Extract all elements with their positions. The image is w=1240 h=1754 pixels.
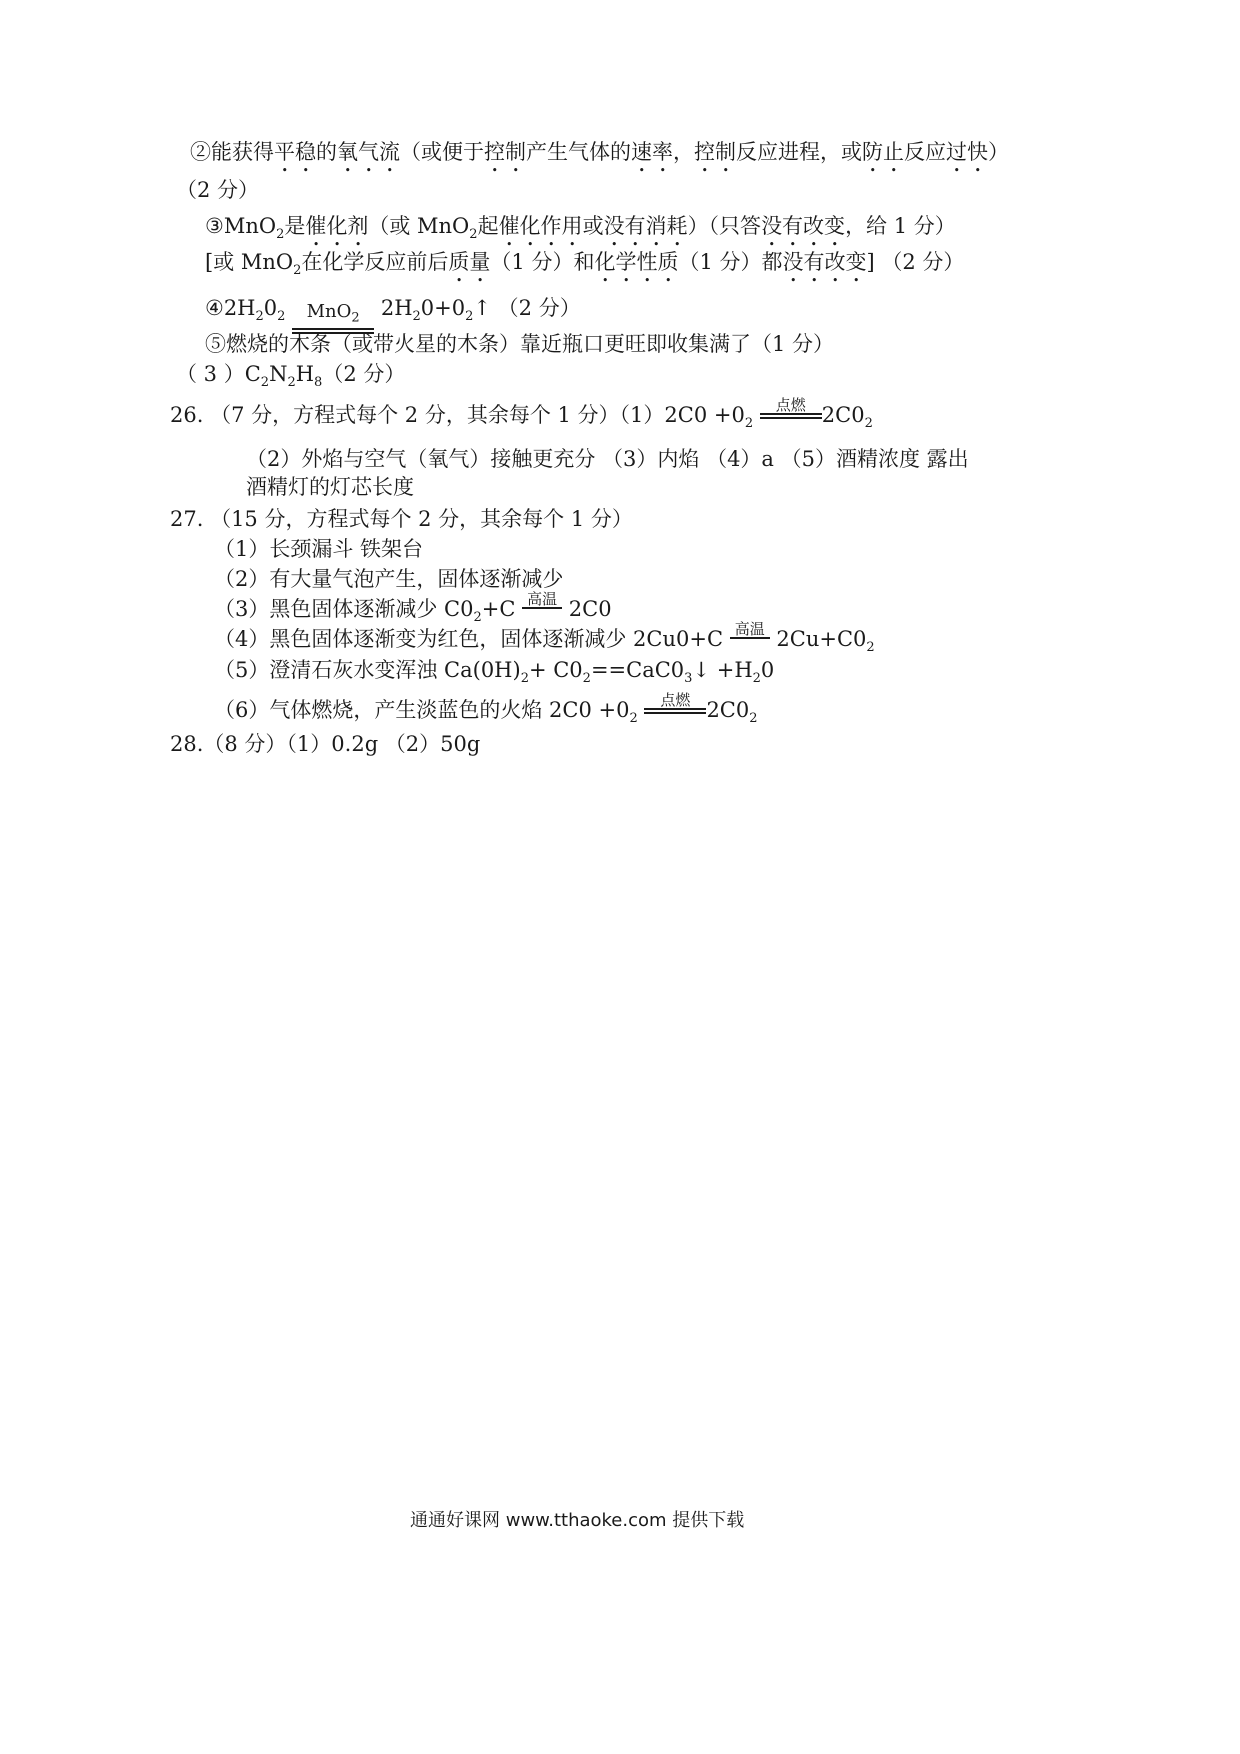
q25-item4-equation bbox=[205, 298, 581, 332]
q25-item2-emphasis: 速率 bbox=[631, 140, 673, 164]
q26-line3: 酒精灯的灯芯长度 bbox=[246, 475, 414, 499]
q26-header bbox=[170, 396, 873, 432]
subscript: 2 bbox=[744, 416, 754, 432]
catalyst-text: MnO bbox=[306, 301, 352, 322]
q25-item3-text: ③MnO bbox=[205, 214, 277, 238]
subscript: 2 bbox=[412, 309, 421, 325]
subscript: 2 bbox=[255, 309, 264, 325]
q27-text: （5）澄清石灰水变浑浊 Ca(0H) bbox=[214, 658, 521, 682]
subscript: 2 bbox=[293, 263, 302, 279]
subscript: 2 bbox=[752, 671, 761, 687]
q26-line2: （2）外焰与空气（氧气）接触更充分 （3）内焰 （4）a （5）酒精浓度 露出 bbox=[246, 447, 969, 471]
q27-item5 bbox=[214, 660, 774, 685]
q25-item3-text: 是 bbox=[284, 214, 306, 238]
q25-item2-emphasis: 防止 bbox=[862, 140, 904, 164]
q25-item3-text: （1 分）和 bbox=[490, 250, 595, 274]
reaction-catalyst bbox=[292, 303, 374, 328]
subscript: 3 bbox=[684, 671, 693, 687]
reaction-condition: 高温 bbox=[734, 620, 765, 638]
q25-item2-text: 的 bbox=[316, 140, 337, 164]
q25-part3 bbox=[176, 364, 405, 389]
q27-item1: （1）长颈漏斗 铁架台 bbox=[214, 537, 424, 561]
q27-item2: （2）有大量气泡产生，固体逐渐减少 bbox=[214, 567, 564, 591]
q27-text: （6）气体燃烧，产生淡蓝色的火焰 2C0 +0 bbox=[214, 698, 630, 722]
q25-item3-emphasis: 催化作用 bbox=[498, 214, 583, 238]
q25-item3-text: [或 MnO bbox=[205, 250, 294, 274]
q25-item3-emphasis: 没有消耗 bbox=[603, 214, 688, 238]
q25-item3-text: ，给 1 分） bbox=[845, 214, 956, 238]
q25-item2-score: （2 分） bbox=[176, 178, 260, 202]
reaction-condition-arrow bbox=[730, 621, 770, 639]
q25-item2-text: ， bbox=[673, 140, 694, 164]
q25-item2-text: ） bbox=[988, 140, 1009, 164]
q25-item2-emphasis: 氧气流 bbox=[337, 140, 400, 164]
q25-item2-emphasis: 控制 bbox=[694, 140, 736, 164]
q25-item5: ⑤燃烧的木条（或带火星的木条）靠近瓶口更旺即收集满了（1 分） bbox=[205, 332, 835, 356]
subscript: 2 bbox=[260, 375, 270, 391]
formula-text: （2 分） bbox=[322, 362, 406, 386]
subscript: 2 bbox=[582, 671, 591, 687]
formula-text: N bbox=[269, 362, 288, 386]
equation-text: 0 bbox=[263, 296, 278, 320]
q27-text: 2C0 bbox=[706, 698, 750, 722]
subscript: 2 bbox=[276, 227, 285, 243]
q25-item2-text: ②能获得 bbox=[190, 140, 274, 164]
equation-text: ④2H bbox=[205, 296, 256, 320]
q25-item3-text: （或 MnO bbox=[368, 214, 470, 238]
q25-item3-line bbox=[205, 214, 956, 251]
q25-item2-emphasis: 控制 bbox=[484, 140, 526, 164]
q25-item3-emphasis: 没有改变 bbox=[761, 214, 846, 238]
q25-item2-text: （或便于 bbox=[400, 140, 484, 164]
subscript: 2 bbox=[351, 310, 360, 326]
q25-item3-emphasis: 质量 bbox=[448, 250, 491, 274]
q25-item2-line bbox=[190, 140, 1009, 177]
q25-item3-emphasis: 没有改变 bbox=[782, 250, 867, 274]
q27-text: +C bbox=[481, 597, 516, 621]
page-footer: 通通好课网 www.tthaoke.com 提供下载 bbox=[410, 1510, 745, 1531]
q25-item3-emphasis: 化学性质 bbox=[594, 250, 679, 274]
subscript: 2 bbox=[864, 416, 873, 432]
subscript: 2 bbox=[469, 227, 478, 243]
q25-item3-text: ] （2 分） bbox=[866, 250, 965, 274]
reaction-condition: 高温 bbox=[527, 590, 558, 608]
q25-item2-text: 产生气体的 bbox=[526, 140, 631, 164]
q27-text: ↓ +H bbox=[692, 658, 753, 682]
equation-text: ↑ （2 分） bbox=[473, 296, 581, 320]
q25-item3-line2 bbox=[205, 250, 964, 287]
formula-text: （ 3 ）C bbox=[176, 362, 261, 386]
reaction-condition-arrow bbox=[522, 591, 562, 609]
q27-text: + C0 bbox=[528, 658, 583, 682]
q25-item3-text: （1 分）都 bbox=[678, 250, 783, 274]
q25-item3-text: 起 bbox=[477, 214, 499, 238]
q25-item3-text: 或 bbox=[582, 214, 604, 238]
subscript: 2 bbox=[749, 711, 758, 727]
formula-text: H bbox=[295, 362, 315, 386]
equation-text: 0+0 bbox=[420, 296, 466, 320]
q28-line: 28.（8 分）（1）0.2g （2）50g bbox=[170, 732, 481, 756]
subscript: 2 bbox=[277, 309, 286, 325]
q27-text: ==CaC0 bbox=[590, 658, 685, 682]
reaction-condition-arrow bbox=[292, 303, 374, 334]
subscript: 2 bbox=[287, 375, 296, 391]
q25-item3-text: 在化学反应前后 bbox=[301, 250, 449, 274]
q27-item3 bbox=[214, 590, 612, 626]
q27-text: 0 bbox=[760, 658, 775, 682]
q26-text: 26. （7 分，方程式每个 2 分，其余每个 1 分）（1）2C0 +0 bbox=[170, 403, 745, 427]
q25-item3-emphasis: 催化剂 bbox=[305, 214, 369, 238]
q27-text: （4）黑色固体逐渐变为红色，固体逐渐减少 2Cu0+C bbox=[214, 627, 724, 651]
subscript: 2 bbox=[520, 671, 529, 687]
q25-item2-text: 反应进程，或 bbox=[736, 140, 862, 164]
q25-item2-emphasis: 过快 bbox=[946, 140, 988, 164]
reaction-condition-arrow bbox=[760, 397, 822, 419]
reaction-condition-arrow bbox=[644, 692, 706, 714]
q25-item3-text: ）（只答 bbox=[687, 214, 762, 238]
subscript: 2 bbox=[629, 711, 638, 727]
q27-text: 2C0 bbox=[568, 597, 612, 621]
subscript: 2 bbox=[866, 640, 875, 656]
subscript: 2 bbox=[465, 309, 474, 325]
reaction-condition: 点燃 bbox=[660, 691, 691, 709]
q27-text: （3）黑色固体逐渐减少 C0 bbox=[214, 597, 474, 621]
reaction-condition: 点燃 bbox=[775, 396, 806, 414]
q26-text: 2C0 bbox=[821, 403, 865, 427]
subscript: 8 bbox=[314, 375, 323, 391]
q27-header: 27. （15 分，方程式每个 2 分，其余每个 1 分） bbox=[170, 507, 633, 531]
q27-text: 2Cu+C0 bbox=[776, 627, 867, 651]
q25-item2-emphasis: 平稳 bbox=[274, 140, 316, 164]
equation-text: 2H bbox=[380, 296, 413, 320]
q27-item4 bbox=[214, 620, 875, 656]
q25-item2-text: 反应 bbox=[904, 140, 946, 164]
q27-item6 bbox=[214, 691, 758, 727]
subscript: 2 bbox=[473, 610, 482, 626]
